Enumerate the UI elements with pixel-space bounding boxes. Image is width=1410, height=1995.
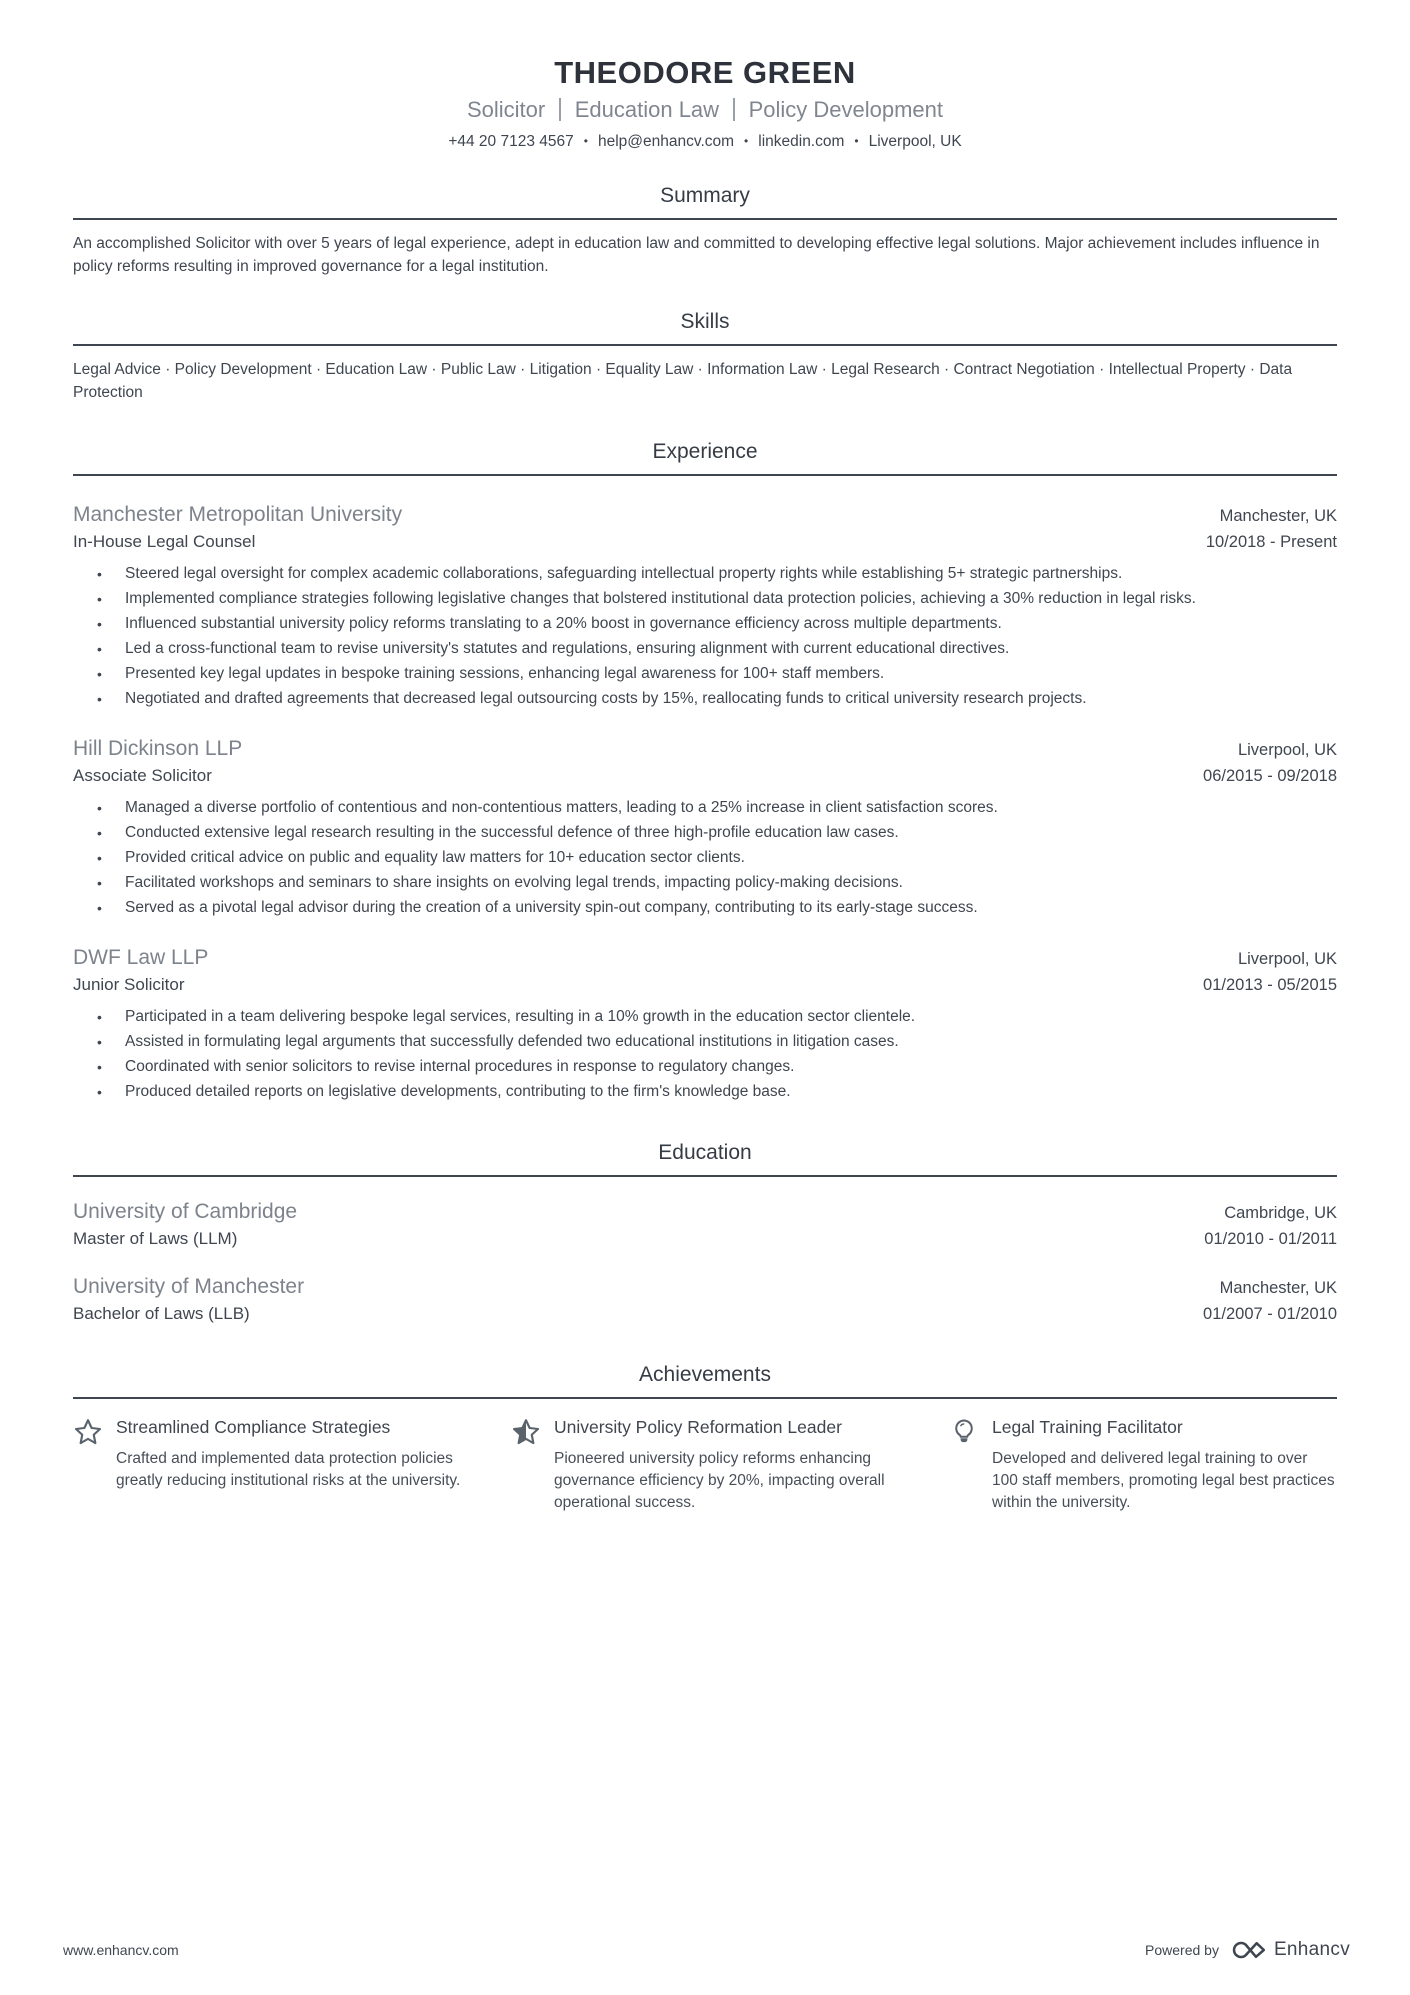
summary-section	[73, 182, 1337, 278]
experience-entry	[73, 500, 1337, 710]
company-name: Hill Dickinson LLP	[73, 737, 243, 760]
title-separator	[559, 98, 561, 121]
star-half-icon	[511, 1415, 541, 1514]
entry-dates: 01/2013 - 05/2015	[1203, 976, 1337, 994]
achievement-text	[116, 1415, 461, 1514]
entry-header-row	[73, 943, 1337, 972]
entry-bullets	[97, 1006, 1337, 1103]
bullet-item: • Assisted in formulating legal arguments that successfully defended two educational institutions in litigation cases.	[97, 1031, 1337, 1053]
education-entries	[73, 1197, 1337, 1327]
role-title: Junior Solicitor	[73, 975, 185, 994]
bullet-item: • Provided critical advice on public and equality law matters for 10+ education sector clients.	[97, 847, 1337, 869]
entry-header-row	[73, 1272, 1337, 1301]
section-divider	[73, 218, 1337, 220]
experience-entry	[73, 734, 1337, 919]
school-name: University of Cambridge	[73, 1200, 298, 1223]
entry-location: Manchester, UK	[1219, 1279, 1337, 1297]
school-name: University of Manchester	[73, 1275, 305, 1298]
enhancv-wordmark: Enhancv	[1273, 1939, 1350, 1960]
bullet-item: • Negotiated and drafted agreements that decreased legal outsourcing costs by 15%, reallocating funds to critical university research projects.	[97, 688, 1337, 710]
contact-separator: •	[583, 134, 588, 148]
achievement-text	[554, 1415, 899, 1514]
achievement-item	[949, 1415, 1337, 1514]
person-name: THEODORE GREEN	[554, 55, 856, 90]
achievement-item	[73, 1415, 461, 1514]
achievement-description: Pioneered university policy reforms enhancing governance efficiency by 20%, impacting overall operational success.	[554, 1450, 885, 1511]
entry-location: Cambridge, UK	[1224, 1204, 1337, 1222]
skills-heading: Skills	[680, 310, 730, 333]
job-title	[73, 95, 1337, 125]
achievement-item	[511, 1415, 899, 1514]
bullet-item: • Implemented compliance strategies following legislative changes that bolstered institutional data protection policies, achieving a 30% reduction in legal risks.	[97, 588, 1337, 610]
bullet-item: • Steered legal oversight for complex academic collaborations, safeguarding intellectual property rights while establishing 5+ strategic partnerships.	[97, 563, 1337, 585]
section-divider	[73, 1397, 1337, 1399]
degree-title: Master of Laws (LLM)	[73, 1229, 238, 1248]
entry-location: Liverpool, UK	[1237, 950, 1337, 968]
achievement-description: Crafted and implemented data protection policies greatly reducing institutional risks at the university.	[116, 1450, 461, 1489]
role-title: Associate Solicitor	[73, 766, 212, 785]
resume-header	[73, 54, 1337, 154]
entry-dates: 01/2010 - 01/2011	[1204, 1230, 1337, 1248]
phone-number: +44 20 7123 4567	[448, 133, 574, 150]
star-outline-icon	[73, 1415, 103, 1514]
entry-header-row	[73, 734, 1337, 763]
achievement-title: University Policy Reformation Leader	[554, 1417, 842, 1437]
linkedin-link[interactable]: linkedin.com	[758, 133, 845, 150]
enhancv-logo-icon	[1231, 1939, 1267, 1961]
bullet-item: • Produced detailed reports on legislative developments, contributing to the firm's knowledge base.	[97, 1081, 1337, 1103]
role-title: In-House Legal Counsel	[73, 532, 256, 551]
skills-section	[73, 308, 1337, 404]
bullet-item: • Managed a diverse portfolio of contentious and non-contentious matters, leading to a 25% increase in client satisfaction scores.	[97, 797, 1337, 819]
enhancv-brand[interactable]	[1231, 1939, 1350, 1961]
powered-by	[1145, 1939, 1350, 1961]
bullet-item: • Conducted extensive legal research resulting in the successful defence of three high-profile education law cases.	[97, 822, 1337, 844]
powered-by-label: Powered by	[1145, 1942, 1219, 1958]
achievement-title: Legal Training Facilitator	[992, 1417, 1183, 1437]
bullet-item: • Served as a pivotal legal advisor during the creation of a university spin-out company, contributing to its early-stage success.	[97, 897, 1337, 919]
entry-bullets	[97, 563, 1337, 710]
bullet-item: • Led a cross-functional team to revise university's statutes and regulations, ensuring alignment with current educational directives.	[97, 638, 1337, 660]
bullet-item: • Influenced substantial university policy reforms translating to a 20% boost in governance efficiency across multiple departments.	[97, 613, 1337, 635]
job-title-part: Solicitor	[466, 97, 546, 122]
section-divider	[73, 1175, 1337, 1177]
achievements-heading: Achievements	[639, 1363, 771, 1386]
contact-separator: •	[854, 134, 859, 148]
entry-subheader-row	[73, 972, 1337, 998]
experience-section	[73, 438, 1337, 1103]
entry-bullets	[97, 797, 1337, 919]
experience-heading: Experience	[652, 440, 758, 463]
entry-location: Liverpool, UK	[1237, 741, 1337, 759]
bullet-item: • Coordinated with senior solicitors to revise internal procedures in response to regulatory changes.	[97, 1056, 1337, 1078]
entry-subheader-row	[73, 763, 1337, 789]
entry-subheader-row	[73, 529, 1337, 555]
section-divider	[73, 474, 1337, 476]
location-text: Liverpool, UK	[868, 133, 962, 150]
company-name: Manchester Metropolitan University	[73, 503, 403, 526]
achievements-grid	[73, 1415, 1337, 1514]
entry-subheader-row	[73, 1226, 1337, 1252]
achievement-description: Developed and delivered legal training to over 100 staff members, promoting legal best practices within the university.	[992, 1450, 1335, 1511]
skills-list: Legal Advice · Policy Development · Education Law · Public Law · Litigation · Equality Law · Information Law · Legal Research · Contract Negotiation · Intellectual Property · Data Protection	[73, 361, 1293, 401]
summary-text: An accomplished Solicitor with over 5 years of legal experience, adept in education law and committed to developing effective legal solutions. Major achievement includes influence in policy reforms resulting in improved governance for a legal institution.	[73, 235, 1320, 275]
website-link[interactable]: www.enhancv.com	[63, 1942, 179, 1958]
summary-heading: Summary	[660, 184, 750, 207]
education-heading: Education	[658, 1141, 752, 1164]
entry-header-row	[73, 1197, 1337, 1226]
education-section	[73, 1139, 1337, 1327]
section-divider	[73, 344, 1337, 346]
page-footer	[63, 1939, 1350, 1961]
email-link[interactable]: help@enhancv.com	[597, 133, 735, 150]
entry-location: Manchester, UK	[1219, 507, 1337, 525]
education-entry	[73, 1197, 1337, 1252]
title-separator	[733, 98, 735, 121]
experience-entry	[73, 943, 1337, 1103]
achievement-text	[992, 1415, 1337, 1514]
education-entry	[73, 1272, 1337, 1327]
entry-dates: 10/2018 - Present	[1205, 533, 1337, 551]
experience-entries	[73, 500, 1337, 1103]
achievements-section	[73, 1361, 1337, 1514]
contact-line	[73, 129, 1337, 154]
company-name: DWF Law LLP	[73, 946, 209, 969]
job-title-part: Education Law	[574, 97, 720, 122]
degree-title: Bachelor of Laws (LLB)	[73, 1304, 250, 1323]
entry-dates: 06/2015 - 09/2018	[1203, 767, 1337, 785]
bullet-item: • Presented key legal updates in bespoke training sessions, enhancing legal awareness for 100+ staff members.	[97, 663, 1337, 685]
entry-header-row	[73, 500, 1337, 529]
job-title-part: Policy Development	[748, 97, 943, 122]
bullet-item: • Facilitated workshops and seminars to share insights on evolving legal trends, impacting policy-making decisions.	[97, 872, 1337, 894]
entry-subheader-row	[73, 1301, 1337, 1327]
contact-separator: •	[744, 134, 749, 148]
achievement-title: Streamlined Compliance Strategies	[116, 1417, 391, 1437]
entry-dates: 01/2007 - 01/2010	[1203, 1305, 1337, 1323]
bullet-item: • Participated in a team delivering bespoke legal services, resulting in a 10% growth in the education sector clientele.	[97, 1006, 1337, 1028]
lightbulb-icon	[949, 1415, 979, 1514]
